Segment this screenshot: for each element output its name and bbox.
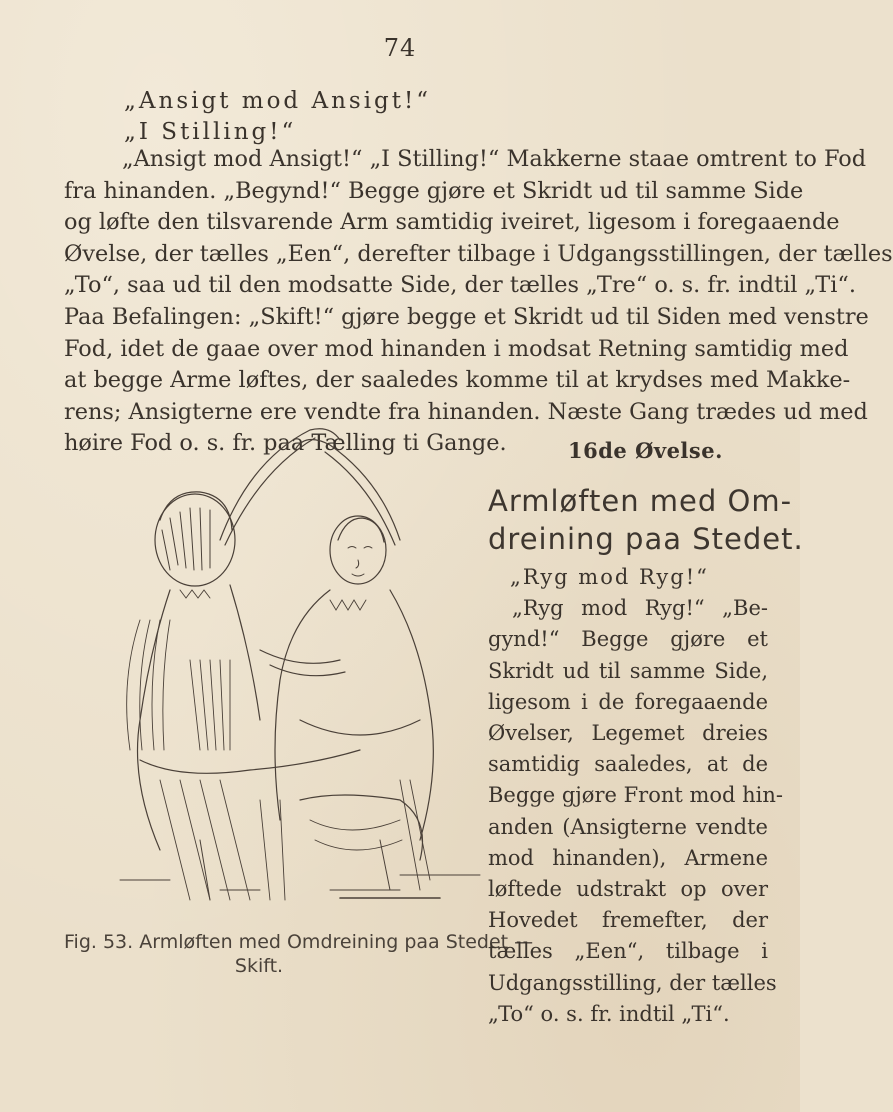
text-line: mod hinanden), Armene <box>488 845 768 870</box>
page-number: 74 <box>383 34 417 62</box>
text-line: gynd!“ Begge gjøre et <box>488 627 768 652</box>
figure-caption <box>64 930 534 978</box>
text-line: Øvelse, der tælles „Een“, derefter tilbage i Udgangsstillingen, der tælles <box>64 240 893 267</box>
subtitle-line: Armløften med Om- <box>488 484 793 518</box>
text-line: Begge gjøre Front mod hin- <box>488 783 784 808</box>
text-line: og løfte den tilsvarende Arm samtidig iveiret, ligesom i foregaaende <box>64 209 840 236</box>
text-line: Skridt ud til samme Side, <box>488 658 768 683</box>
text-line: tælles „Een“, tilbage i <box>488 939 768 964</box>
text-line: fra hinanden. „Begynd!“ Begge gjøre et Skridt ud til samme Side <box>64 177 804 204</box>
text-line: Udgangsstilling, der tælles <box>488 970 777 995</box>
text-line: „Ryg mod Ryg!“ „Be- <box>512 596 768 621</box>
text-line: at begge Arme løftes, der saaledes komme til at krydses med Makke- <box>64 367 851 394</box>
section-heading: 16de Øvelse. <box>568 438 723 463</box>
caption-line: Skift. <box>234 955 284 977</box>
text-line: „To“ o. s. fr. indtil „Ti“. <box>488 1001 730 1026</box>
text-line: Fod, idet de gaae over mod hinanden i modsat Retning samtidig med <box>64 335 849 362</box>
text-line: anden (Ansigterne vendte <box>488 814 768 839</box>
engraving-two-women-figure <box>100 420 480 930</box>
text-line: „Ansigt mod Ansigt!“ „I Stilling!“ Makkerne staae omtrent to Fod <box>122 146 867 172</box>
text-line: høire Fod o. s. fr. paa Tælling ti Gange. <box>64 430 507 457</box>
command-back-to-back: „Ryg mod Ryg!“ <box>510 565 709 589</box>
subtitle-line: dreining paa Stedet. <box>488 522 804 556</box>
text-line: Øvelser, Legemet dreies <box>488 721 768 746</box>
text-line: Paa Befalingen: „Skift!“ gjøre begge et Skridt ud til Siden med venstre <box>64 303 869 330</box>
text-line: rens; Ansigterne ere vendte fra hinanden. Næste Gang trædes ud med <box>64 398 868 425</box>
text-line: samtidig saaledes, at de <box>488 752 768 777</box>
text-line: Hovedet fremefter, der <box>488 908 768 933</box>
figure-53-illustration <box>100 420 480 930</box>
command-attention: „I Stilling!“ <box>124 119 297 145</box>
text-line: løftede udstrakt op over <box>488 877 768 902</box>
text-line: „To“, saa ud til den modsatte Side, der tælles „Tre“ o. s. fr. indtil „Ti“. <box>64 272 856 299</box>
section-subtitle <box>488 482 804 558</box>
command-face-to-face: „Ansigt mod Ansigt!“ <box>124 88 432 114</box>
exercise-15-paragraph <box>64 144 893 460</box>
caption-line: Fig. 53. Armløften med Omdreining paa Stedet — <box>64 931 534 953</box>
exercise-16-paragraph <box>488 562 784 1030</box>
text-line: ligesom i de foregaaende <box>488 689 768 714</box>
